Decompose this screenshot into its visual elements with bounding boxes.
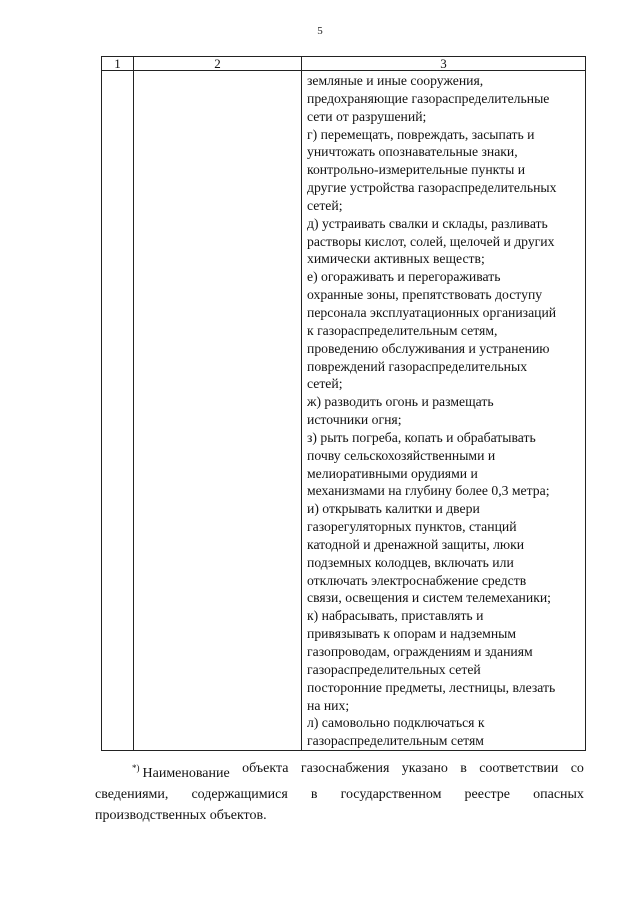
cell-text-line: з) рыть погреба, копать и обрабатывать [307, 429, 536, 445]
footnote-word: содержащимися [191, 787, 288, 802]
cell-text-line: химически активных веществ; [307, 251, 485, 267]
cell-text-line: к) набрасывать, приставлять и [307, 608, 484, 624]
cell-col3-text [302, 71, 585, 750]
cell-text-line: механизмами на глубину более 0,3 метра; [307, 483, 550, 499]
cell-text-line: к газораспределительным сетям, [307, 322, 498, 338]
column-header-3: 3 [302, 57, 586, 71]
table-header-row [102, 57, 586, 71]
footnote-word-text: со [570, 761, 584, 776]
footnote-word-text: Наименование [142, 766, 230, 781]
cell-text-line: посторонние предметы, лестницы, влезать [307, 679, 556, 695]
cell-text-line: отключать электроснабжение средств [307, 572, 527, 588]
footnote-word: государственном [340, 787, 442, 802]
cell-text-line: контрольно-измерительные пункты и [307, 162, 526, 178]
cell-text-line: персонала эксплуатационных организаций [307, 304, 557, 320]
page-number: 5 [317, 25, 323, 37]
footnote-word-text: указано [401, 761, 448, 776]
cell-text-line: охранные зоны, препятствовать доступу [307, 287, 543, 303]
footnote-word [460, 758, 467, 784]
cell-text-line: ж) разводить огонь и размещать [307, 394, 494, 410]
cell-text-line: почву сельскохозяйственными и [307, 447, 496, 463]
cell-text-line: газораспределительным сетям [307, 733, 484, 749]
cell-text-line: и) открывать калитки и двери [307, 501, 480, 517]
footnote-word [242, 758, 288, 784]
cell-text-line: растворы кислот, солей, щелочей и других [307, 233, 555, 249]
cell-text-line: проведению обслуживания и устранению [307, 340, 550, 356]
cell-col3 [302, 71, 586, 751]
cell-text-line: на них; [307, 697, 350, 713]
cell-text-line: другие устройства газораспределительных [307, 180, 557, 196]
cell-text-line: л) самовольно подключаться к [307, 715, 485, 731]
footnote-word [402, 758, 448, 784]
table-row [102, 71, 586, 751]
footnote-word [132, 758, 230, 784]
document-table [101, 56, 586, 751]
cell-text-line: подземных колодцев, включать или [307, 554, 514, 570]
cell-text-line: предохраняющие газораспределительные [307, 90, 550, 106]
cell-text-line: сетей; [307, 376, 343, 392]
cell-text-line: газораспределительных сетей [307, 661, 481, 677]
cell-text-line: мелиоративными орудиями и [307, 465, 478, 481]
footnote-word: реестре [464, 787, 511, 802]
cell-text-line: газорегуляторных пунктов, станций [307, 519, 517, 535]
cell-text-line: уничтожать опознавательные знаки, [307, 144, 518, 160]
cell-col2 [134, 71, 302, 751]
footnote-word-text: в [460, 761, 467, 776]
cell-text-line: г) перемещать, повреждать, засыпать и [307, 126, 535, 142]
cell-text-line: сетей; [307, 197, 343, 213]
cell-text-line: земляные и иные сооружения, [307, 73, 484, 88]
cell-text-line: газопроводам, ограждениям и зданиям [307, 644, 533, 659]
cell-text-line: повреждений газораспределительных [307, 358, 528, 374]
column-header-2: 2 [134, 57, 302, 71]
cell-text-line: катодной и дренажной защиты, люки [307, 536, 525, 552]
footnote-marker: *) [132, 763, 140, 773]
footnote-word [301, 758, 390, 784]
cell-text-line: привязывать к опорам и надземным [307, 626, 517, 642]
footnote-word-text: соответствии [479, 761, 559, 776]
cell-text-line: связи, освещения и систем телемеханики; [307, 590, 551, 606]
column-header-1: 1 [102, 57, 134, 71]
footnote-word [571, 758, 584, 784]
footnote-line-1 [95, 758, 584, 784]
footnote-word: в [310, 787, 318, 802]
cell-text-line: сети от разрушений; [307, 108, 427, 124]
cell-text-line: е) огораживать и перегораживать [307, 269, 501, 285]
footnote-line-3: производственных объектов. [95, 808, 267, 823]
footnote [95, 758, 584, 826]
cell-text-line: источники огня; [307, 412, 402, 428]
cell-text-line: д) устраивать свалки и склады, разливать [307, 215, 548, 231]
footnote-word-text: объекта [242, 761, 289, 776]
cell-col1 [102, 71, 134, 751]
footnote-line-2 [95, 784, 584, 805]
footnote-word: сведениями, [95, 787, 169, 802]
footnote-word: опасных [533, 787, 584, 802]
footnote-word [479, 758, 558, 784]
footnote-word-text: газоснабжения [300, 761, 390, 776]
